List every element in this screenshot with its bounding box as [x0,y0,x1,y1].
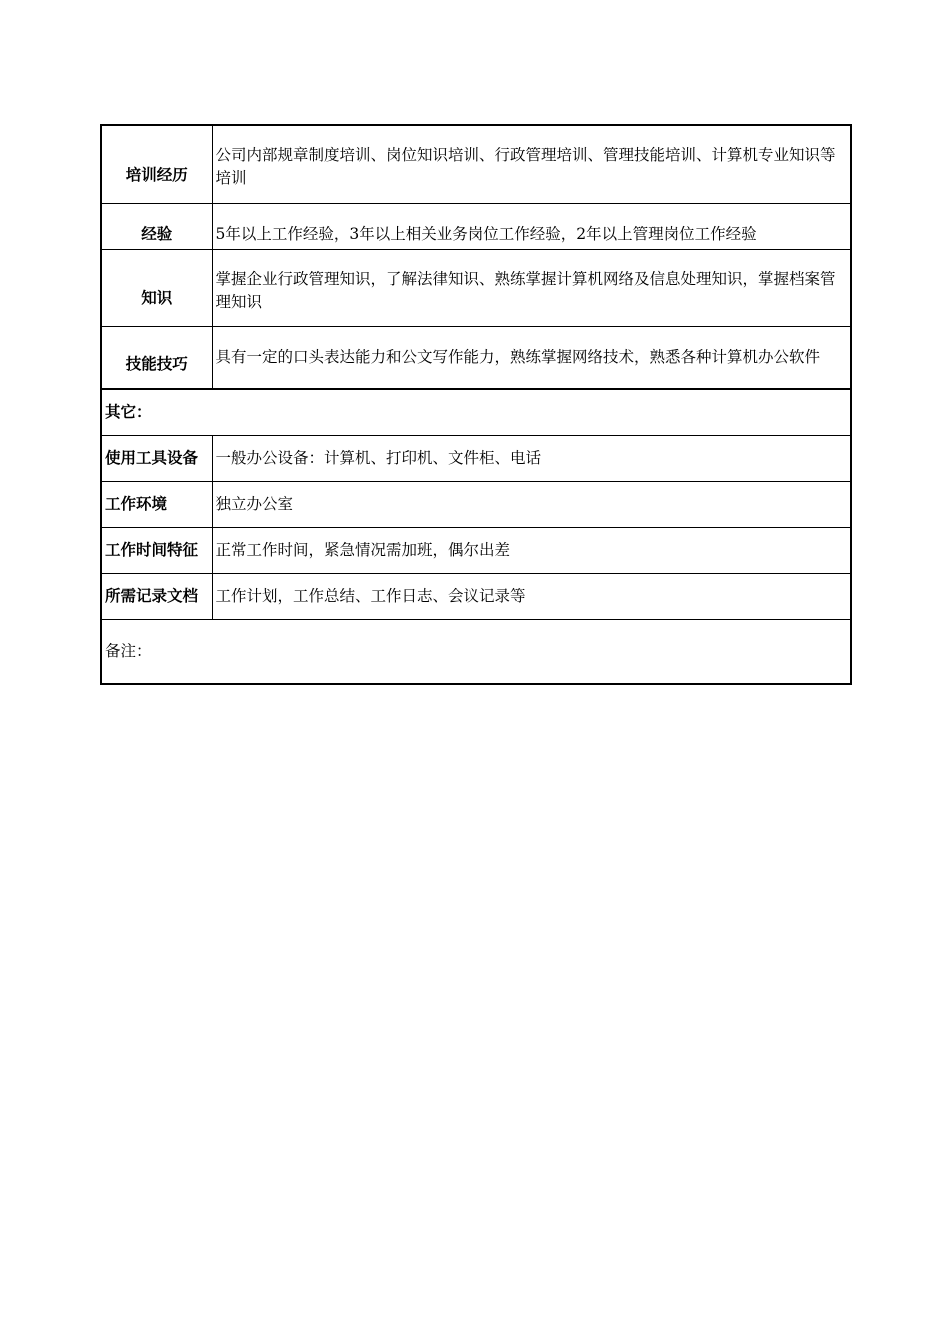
table-row-documents [101,573,851,619]
job-requirements-table [100,124,852,685]
knowledge-label: 知识 [101,249,212,326]
job-description-form [100,124,850,685]
knowledge-value: 掌握企业行政管理知识，了解法律知识、熟练掌握计算机网络及信息处理知识，掌握档案管理知识 [212,249,851,326]
work-time-value: 正常工作时间，紧急情况需加班，偶尔出差 [212,527,851,573]
training-label: 培训经历 [101,125,212,203]
table-row-experience [101,203,851,249]
table-row-training [101,125,851,203]
table-row-skills [101,326,851,389]
documents-value: 工作计划，工作总结、工作日志、会议记录等 [212,573,851,619]
table-row-environment [101,481,851,527]
other-heading: 其它： [101,389,851,435]
remarks-cell: 备注： [101,619,851,684]
table-row-work-time [101,527,851,573]
experience-value: 5年以上工作经验，3年以上相关业务岗位工作经验，2年以上管理岗位工作经验 [212,203,851,249]
experience-label: 经验 [101,203,212,249]
documents-label: 所需记录文档 [101,573,212,619]
skills-value: 具有一定的口头表达能力和公文写作能力，熟练掌握网络技术，熟悉各种计算机办公软件 [212,326,851,389]
table-row-knowledge [101,249,851,326]
tools-value: 一般办公设备：计算机、打印机、文件柜、电话 [212,435,851,481]
training-value: 公司内部规章制度培训、岗位知识培训、行政管理培训、管理技能培训、计算机专业知识等培训 [212,125,851,203]
table-row-tools [101,435,851,481]
work-time-label: 工作时间特征 [101,527,212,573]
table-row-other [101,389,851,435]
table-row-remarks [101,619,851,684]
environment-value: 独立办公室 [212,481,851,527]
tools-label: 使用工具设备 [101,435,212,481]
environment-label: 工作环境 [101,481,212,527]
skills-label: 技能技巧 [101,326,212,389]
